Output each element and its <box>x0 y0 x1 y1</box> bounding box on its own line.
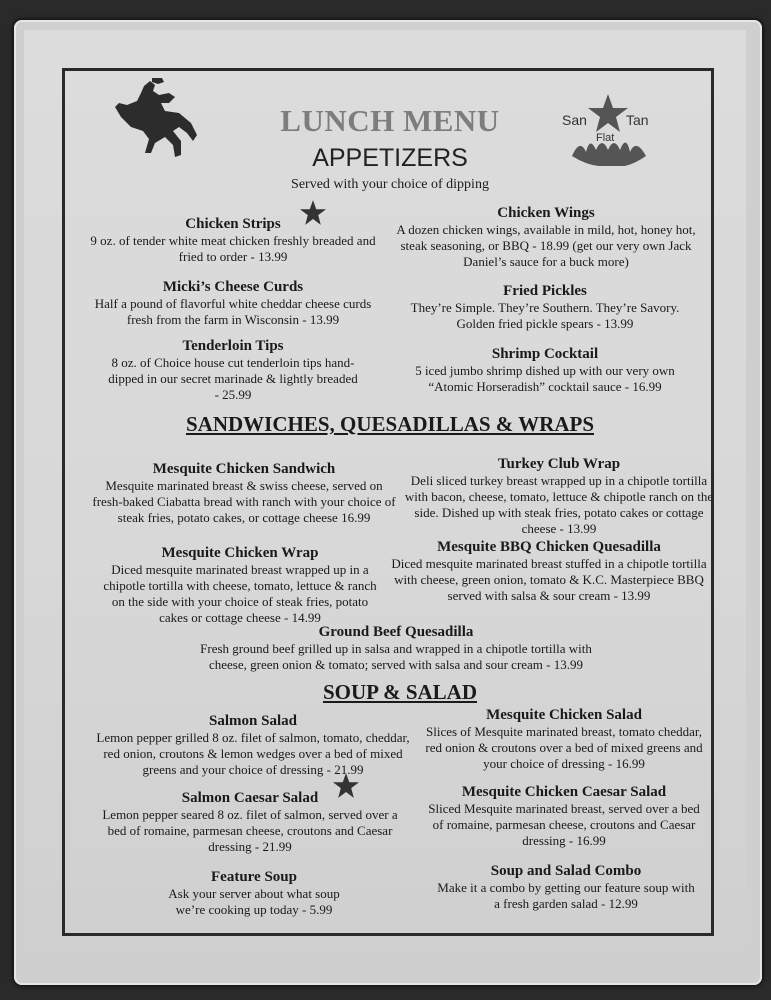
item-description: 8 oz. of Choice house cut tenderloin tips hand-dipped in our secret marinade & lightly breaded - 25.99 <box>108 355 358 402</box>
item-name: Salmon Salad <box>209 713 297 729</box>
item-description: Lemon pepper seared 8 oz. filet of salmon, served over a bed of romaine, parmesan cheese, croutons and Caesar dressing - 21.99 <box>102 807 398 854</box>
star-icon <box>588 94 628 132</box>
item-description: They’re Simple. They’re Southern. They’re Savory. Golden fried pickle spears - 13.99 <box>410 300 680 331</box>
item-description: Lemon pepper grilled 8 oz. filet of salmon, tomato, cheddar, red onion, croutons & lemon wedges over a bed of mixed greens and your choice of dressing - 21.99 <box>96 730 410 777</box>
logo-word-san: San <box>562 112 587 128</box>
soup-salad-heading: SOUP & SALAD <box>322 680 478 704</box>
item-name: Mesquite Chicken Wrap <box>161 545 319 561</box>
item-name: Mesquite Chicken Caesar Salad <box>461 784 667 800</box>
menu-item <box>88 215 378 265</box>
item-description: Diced mesquite marinated breast stuffed in a chipotle tortilla with cheese, green onion, tomato & K.C. Masterpiece BBQ served with salsa & sour cream - 13.99 <box>391 556 707 603</box>
appetizers-heading: APPETIZERS <box>312 144 468 172</box>
menu-item <box>88 278 378 328</box>
menu-item <box>424 783 704 849</box>
menu-item <box>98 544 382 626</box>
item-name: Fried Pickles <box>503 283 587 299</box>
item-description: Diced mesquite marinated breast wrapped up in a chipotle tortilla with cheese, tomato, lettuce & ranch on the side with your choice of steak fries, potato cakes or cottage cheese - 14.99 <box>103 562 377 625</box>
item-description: Ask your server about what soup we’re cooking up today - 5.99 <box>168 886 340 917</box>
item-name: Feature Soup <box>211 869 297 885</box>
item-name: Tenderloin Tips <box>182 338 284 354</box>
item-description: Make it a combo by getting our feature soup with a fresh garden salad - 12.99 <box>437 880 695 911</box>
menu-item <box>386 538 712 604</box>
sandwiches-heading: SANDWICHES, QUESADILLAS & WRAPS <box>185 412 595 436</box>
menu-item <box>434 862 698 912</box>
item-name: Ground Beef Quesadilla <box>318 624 474 640</box>
item-name: Soup and Salad Combo <box>490 863 642 879</box>
item-name: Turkey Club Wrap <box>497 456 621 472</box>
menu-item <box>398 282 692 332</box>
menu-title: LUNCH MENU <box>280 103 500 138</box>
menu-item <box>92 460 396 526</box>
appetizers-note: Served with your choice of dipping <box>291 177 489 192</box>
item-name: Mesquite Chicken Sandwich <box>152 461 336 477</box>
item-name: Chicken Wings <box>497 205 595 221</box>
menu-item <box>106 337 360 403</box>
item-description: 5 iced jumbo shrimp dished up with our very own “Atomic Horseradish” cocktail sauce - 16.99 <box>415 363 675 394</box>
item-description: Deli sliced turkey breast wrapped up in a chipotle tortilla with bacon, cheese, tomato, lettuce & chipotle ranch on the side. Dished up with steak fries, potato cakes or cottage cheese - 13.99 <box>404 473 714 536</box>
item-name: Mesquite BBQ Chicken Quesadilla <box>437 539 661 555</box>
item-name: Chicken Strips <box>185 216 281 232</box>
item-name: Salmon Caesar Salad <box>181 790 319 806</box>
item-description: Half a pound of flavorful white cheddar cheese curds fresh from the farm in Wisconsin - 13.99 <box>94 296 372 327</box>
item-description: Mesquite marinated breast & swiss cheese, served on fresh-baked Ciabatta bread with ranch with your choice of steak fries, potato cakes, or cottage cheese 16.99 <box>92 478 396 525</box>
item-name: Mesquite Chicken Salad <box>486 707 642 723</box>
item-description: Fresh ground beef grilled up in salsa and wrapped in a chipotle tortilla with cheese, green onion & tomato; served with salsa and sour cream - 13.99 <box>200 641 592 672</box>
menu-item <box>152 868 356 918</box>
menu-item <box>186 623 606 673</box>
logo-word-tan: Tan <box>626 112 649 128</box>
menu-item <box>404 455 714 537</box>
item-description: 9 oz. of tender white meat chicken freshly breaded and fried to order - 13.99 <box>90 233 376 264</box>
item-description: Slices of Mesquite marinated breast, tomato cheddar, red onion & croutons over a bed of mixed greens and your choice of dressing - 16.99 <box>425 724 703 771</box>
menu-item <box>418 706 710 772</box>
menu-item <box>92 789 408 855</box>
menu-item <box>388 204 704 270</box>
item-description: Sliced Mesquite marinated breast, served over a bed of romaine, parmesan cheese, croutons and Caesar dressing - 16.99 <box>428 801 700 848</box>
flame-icon <box>572 136 646 166</box>
menu-item <box>400 345 690 395</box>
bucking-horse-logo <box>108 76 208 166</box>
logo-word-flat: Flat <box>596 132 615 144</box>
item-name: Micki’s Cheese Curds <box>162 279 304 295</box>
menu-item <box>92 712 414 778</box>
item-description: A dozen chicken wings, available in mild, hot, honey hot, steak seasoning, or BBQ - 18.99 (get our very own Jack Daniel’s sauce for a buck more) <box>396 222 696 269</box>
item-name: Shrimp Cocktail <box>491 346 599 362</box>
